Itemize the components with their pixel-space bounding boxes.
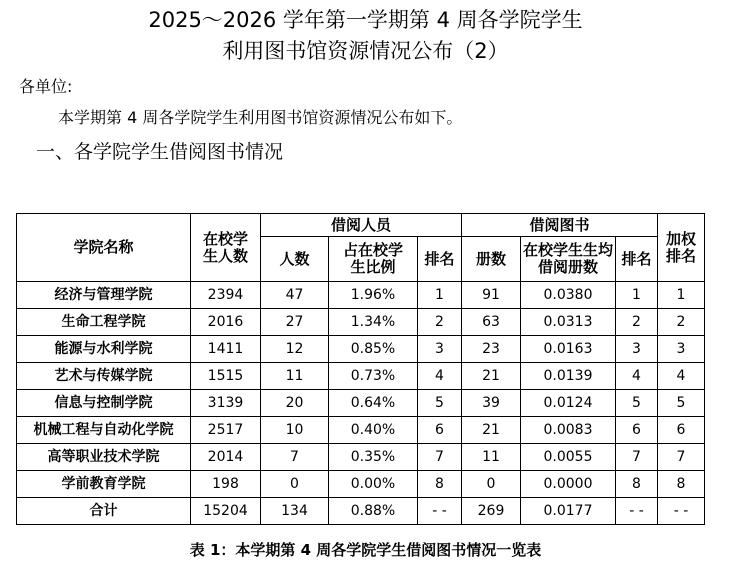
- table-row: [17, 309, 705, 336]
- cell-weighted-rank: 5: [658, 390, 705, 417]
- cell-ratio: 1.96%: [329, 282, 418, 309]
- cell-weighted-rank: 2: [658, 309, 705, 336]
- header-borrowers-rank: 排名: [418, 237, 462, 282]
- cell-borrowers: 7: [261, 444, 329, 471]
- cell-books-rank: 4: [616, 363, 658, 390]
- cell-enrolled: 2394: [191, 282, 261, 309]
- cell-rank: 5: [418, 390, 462, 417]
- cell-avg: 0.0124: [521, 390, 616, 417]
- table-caption: 表 1：本学期第 4 周各学院学生借阅图书情况一览表: [189, 541, 542, 559]
- table-row: [17, 417, 705, 444]
- cell-college: 生命工程学院: [17, 309, 191, 336]
- cell-rank: - -: [418, 498, 462, 525]
- cell-rank: 6: [418, 417, 462, 444]
- cell-rank: 4: [418, 363, 462, 390]
- table-total-row: [17, 498, 705, 525]
- cell-avg: 0.0163: [521, 336, 616, 363]
- cell-books-rank: 5: [616, 390, 658, 417]
- cell-borrowers: 20: [261, 390, 329, 417]
- cell-books: 11: [462, 444, 521, 471]
- cell-borrowers: 27: [261, 309, 329, 336]
- document-title-line2: 利用图书馆资源情况公布（2）: [222, 39, 509, 63]
- cell-weighted-rank: 1: [658, 282, 705, 309]
- cell-books-rank: 2: [616, 309, 658, 336]
- cell-enrolled: 198: [191, 471, 261, 498]
- header-books-avg: 在校学生生均借阅册数: [521, 237, 616, 282]
- header-books-rank: 排名: [616, 237, 658, 282]
- cell-avg: 0.0000: [521, 471, 616, 498]
- borrowing-stats-table: [16, 213, 705, 525]
- cell-avg: 0.0139: [521, 363, 616, 390]
- header-enrolled: 在校学生人数: [191, 214, 261, 282]
- cell-books: 269: [462, 498, 521, 525]
- cell-weighted-rank: - -: [658, 498, 705, 525]
- cell-books: 21: [462, 363, 521, 390]
- cell-enrolled: 15204: [191, 498, 261, 525]
- cell-total-label: 合计: [17, 498, 191, 525]
- cell-college: 经济与管理学院: [17, 282, 191, 309]
- cell-books: 0: [462, 471, 521, 498]
- table-row: [17, 363, 705, 390]
- cell-avg: 0.0313: [521, 309, 616, 336]
- cell-avg: 0.0177: [521, 498, 616, 525]
- cell-weighted-rank: 8: [658, 471, 705, 498]
- cell-college: 高等职业技术学院: [17, 444, 191, 471]
- table-row: [17, 444, 705, 471]
- cell-ratio: 0.00%: [329, 471, 418, 498]
- header-group-books: 借阅图书: [462, 214, 658, 237]
- cell-ratio: 0.88%: [329, 498, 418, 525]
- cell-weighted-rank: 4: [658, 363, 705, 390]
- cell-avg: 0.0083: [521, 417, 616, 444]
- cell-rank: 3: [418, 336, 462, 363]
- cell-ratio: 0.40%: [329, 417, 418, 444]
- table-row: [17, 390, 705, 417]
- table-row: [17, 471, 705, 498]
- cell-books-rank: - -: [616, 498, 658, 525]
- header-books-count: 册数: [462, 237, 521, 282]
- cell-college: 学前教育学院: [17, 471, 191, 498]
- header-group-borrowers: 借阅人员: [261, 214, 462, 237]
- section-heading: 一、各学院学生借阅图书情况: [36, 141, 284, 163]
- cell-college: 能源与水利学院: [17, 336, 191, 363]
- header-weighted-rank: 加权排名: [658, 214, 705, 282]
- cell-enrolled: 2014: [191, 444, 261, 471]
- cell-enrolled: 3139: [191, 390, 261, 417]
- cell-borrowers: 47: [261, 282, 329, 309]
- cell-enrolled: 1515: [191, 363, 261, 390]
- cell-weighted-rank: 7: [658, 444, 705, 471]
- cell-books-rank: 1: [616, 282, 658, 309]
- cell-ratio: 0.85%: [329, 336, 418, 363]
- cell-books: 63: [462, 309, 521, 336]
- cell-weighted-rank: 3: [658, 336, 705, 363]
- table-row: [17, 336, 705, 363]
- intro-paragraph: 本学期第 4 周各学院学生利用图书馆资源情况公布如下。: [58, 108, 463, 127]
- cell-college: 信息与控制学院: [17, 390, 191, 417]
- cell-rank: 8: [418, 471, 462, 498]
- cell-enrolled: 1411: [191, 336, 261, 363]
- cell-books: 23: [462, 336, 521, 363]
- cell-books-rank: 7: [616, 444, 658, 471]
- cell-college: 艺术与传媒学院: [17, 363, 191, 390]
- cell-avg: 0.0055: [521, 444, 616, 471]
- cell-ratio: 0.35%: [329, 444, 418, 471]
- cell-college: 机械工程与自动化学院: [17, 417, 191, 444]
- cell-avg: 0.0380: [521, 282, 616, 309]
- cell-rank: 7: [418, 444, 462, 471]
- cell-ratio: 0.64%: [329, 390, 418, 417]
- document-title-line1: 2025～2026 学年第一学期第 4 周各学院学生: [148, 8, 583, 32]
- cell-books-rank: 6: [616, 417, 658, 444]
- cell-ratio: 0.73%: [329, 363, 418, 390]
- header-borrowers-ratio: 占在校学生比例: [329, 237, 418, 282]
- cell-books: 91: [462, 282, 521, 309]
- salutation: 各单位:: [19, 77, 73, 96]
- cell-borrowers: 0: [261, 471, 329, 498]
- cell-books: 39: [462, 390, 521, 417]
- cell-enrolled: 2517: [191, 417, 261, 444]
- cell-books-rank: 3: [616, 336, 658, 363]
- cell-weighted-rank: 6: [658, 417, 705, 444]
- cell-borrowers: 134: [261, 498, 329, 525]
- cell-books: 21: [462, 417, 521, 444]
- header-borrowers-count: 人数: [261, 237, 329, 282]
- header-college: 学院名称: [17, 214, 191, 282]
- cell-rank: 1: [418, 282, 462, 309]
- cell-ratio: 1.34%: [329, 309, 418, 336]
- cell-enrolled: 2016: [191, 309, 261, 336]
- table-row: [17, 282, 705, 309]
- cell-borrowers: 11: [261, 363, 329, 390]
- cell-borrowers: 10: [261, 417, 329, 444]
- cell-books-rank: 8: [616, 471, 658, 498]
- cell-borrowers: 12: [261, 336, 329, 363]
- cell-rank: 2: [418, 309, 462, 336]
